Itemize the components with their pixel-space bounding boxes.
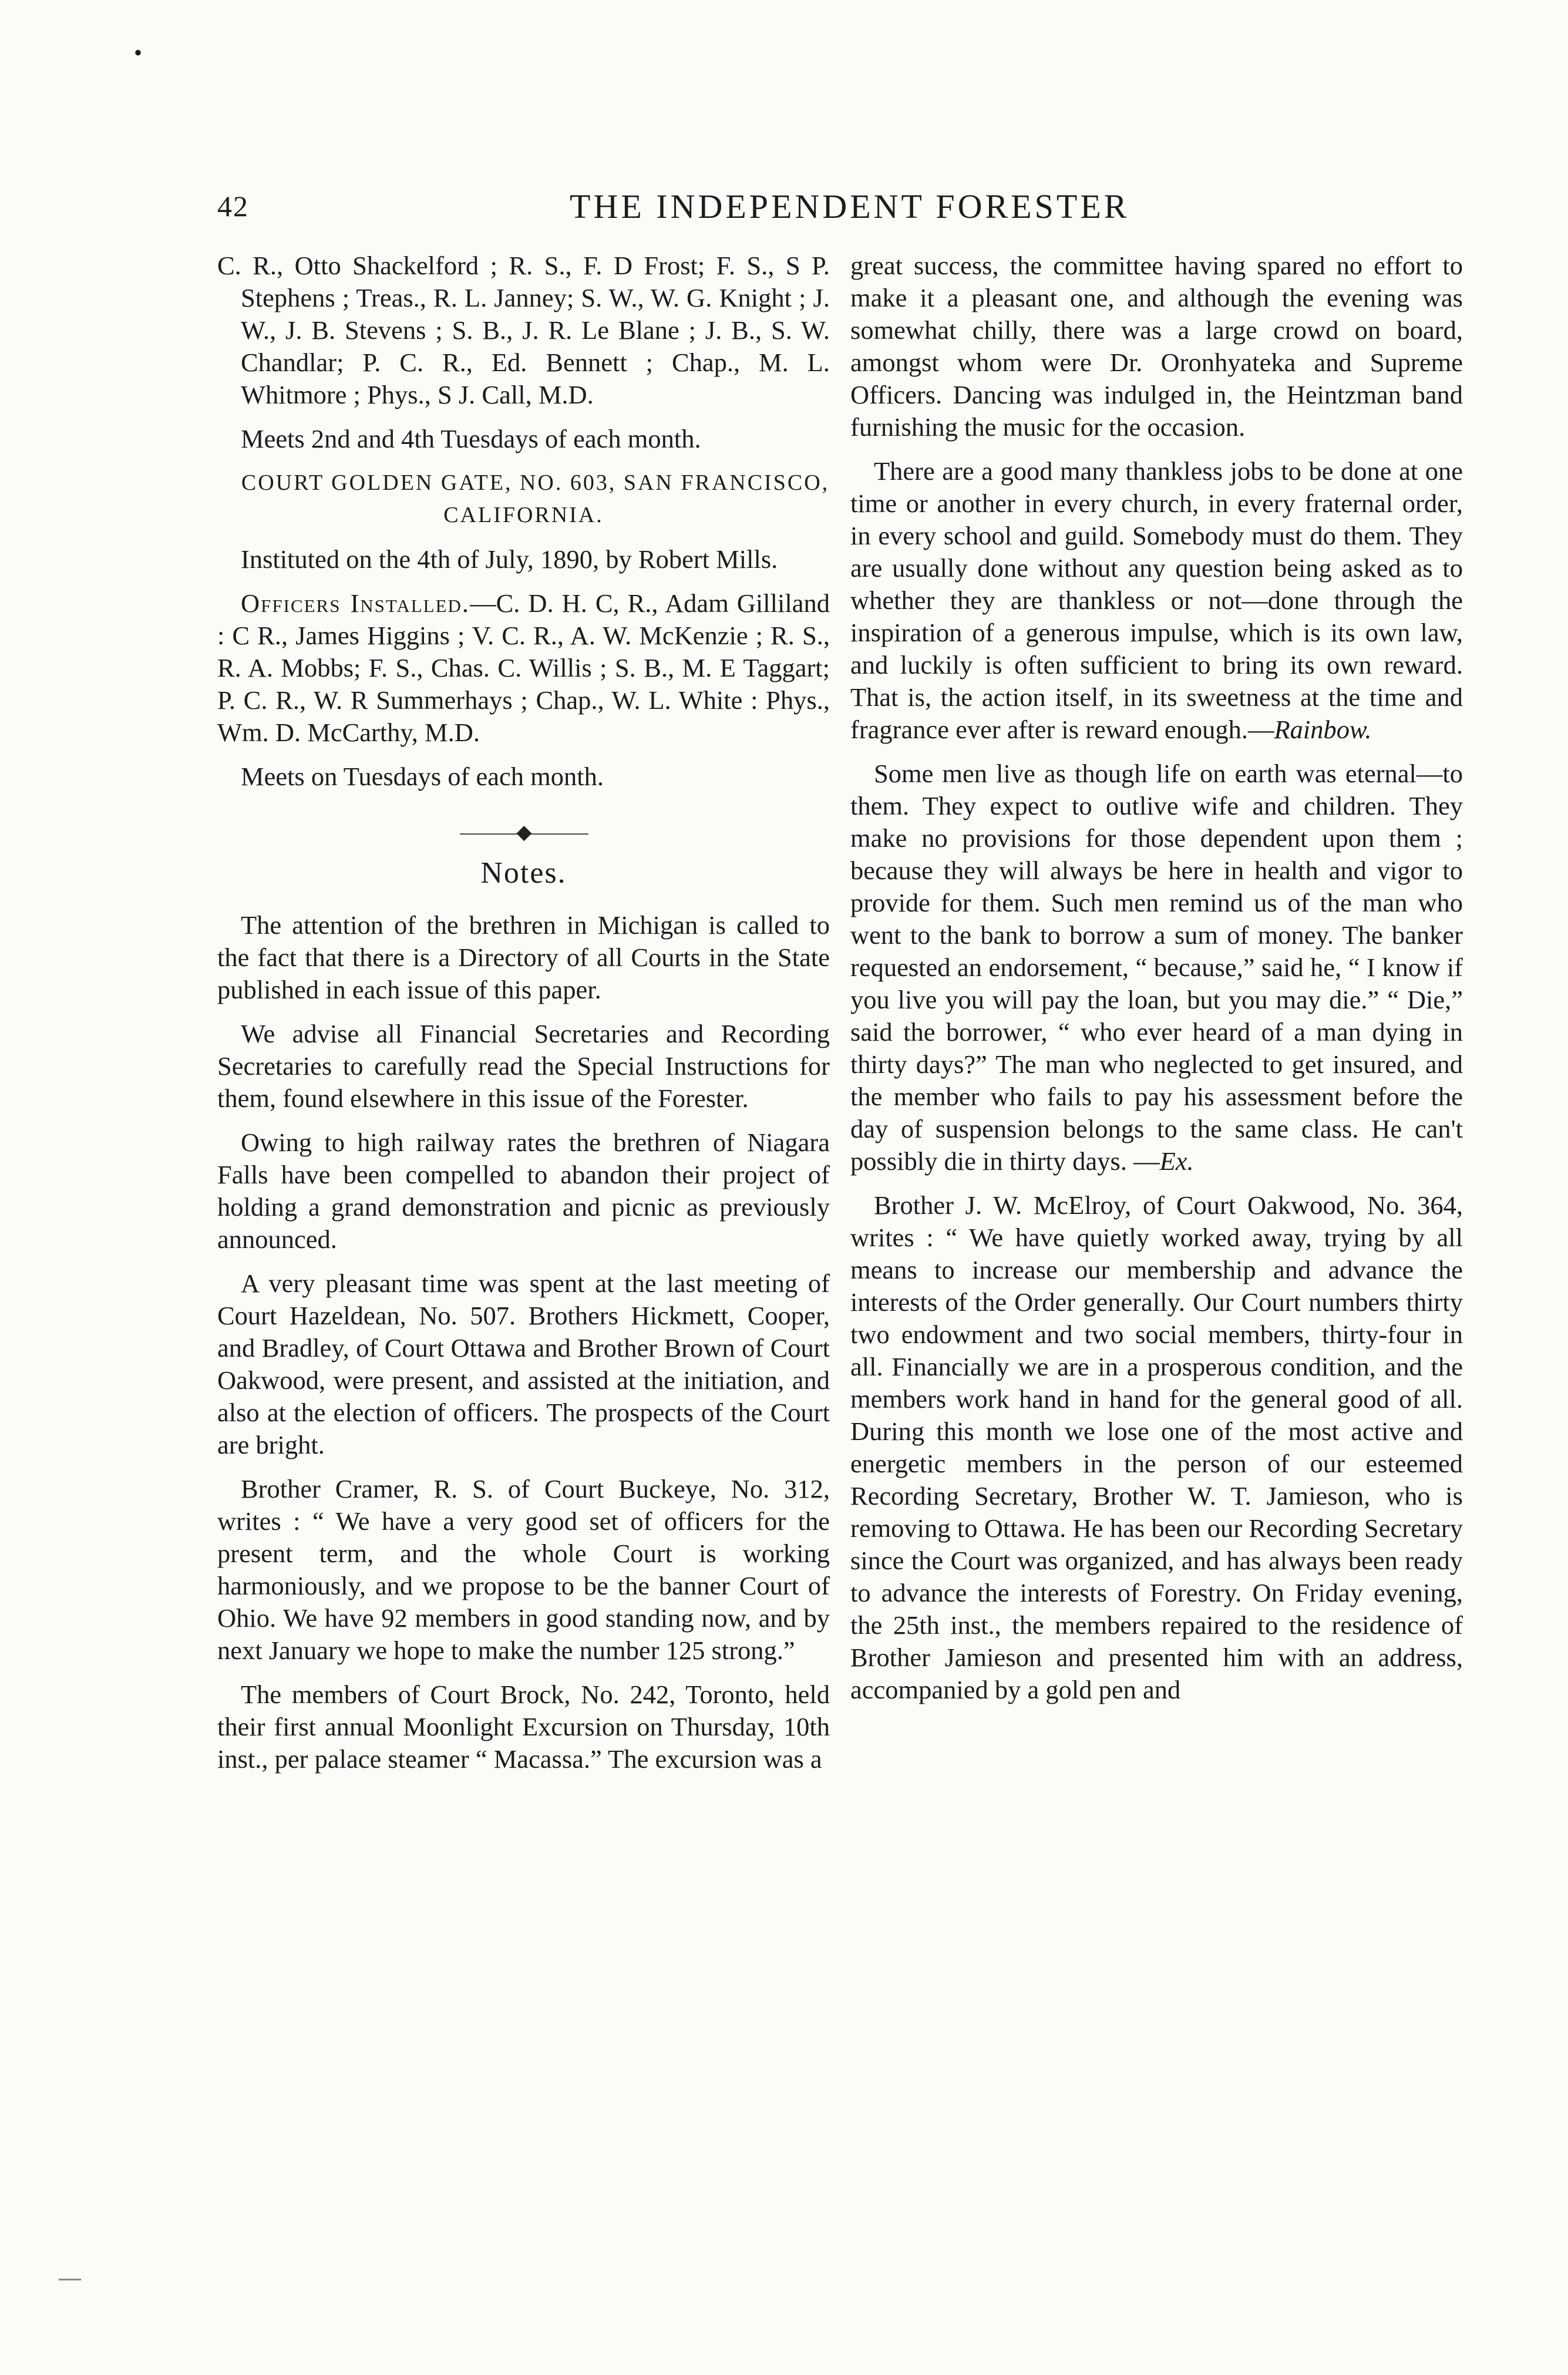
quoted-paragraph — [850, 455, 1463, 746]
notes-heading: Notes. — [480, 856, 567, 890]
court-heading: COURT GOLDEN GATE, NO. 603, SAN FRANCISCO, CALIFORNIA. — [241, 470, 830, 527]
quote-source: Rainbow. — [1274, 715, 1372, 744]
continued-paragraph: great success, the committee having spared no effort to make it a pleasant one, and although the evening was somewhat chilly, there was a large crowd on board, amongst whom were Dr. Oronhyateka and Supreme Officers. Dancing was indulged in, the Heintzman band furnishing the music for the occasion. — [850, 251, 1463, 442]
notes-paragraph: A very pleasant time was spent at the last meeting of Court Hazeldean, No. 507. Brothers Hickmett, Cooper, and Bradley, of Court Ottawa and Brother Brown of Court Oakwood, were present, and assisted at the initiation, and also at the election of officers. The prospects of the Court are bright. — [217, 1269, 830, 1459]
right-column — [850, 250, 1463, 1718]
meeting-schedule-1: Meets 2nd and 4th Tuesdays of each month. — [241, 424, 701, 453]
left-column — [217, 250, 830, 1787]
stray-dot: • — [134, 39, 143, 66]
section-divider: ———◆——— — [460, 822, 587, 843]
notes-paragraph: Brother J. W. McElroy, of Court Oakwood, No. 364, writes : “ We have quietly worked away, trying by all means to increase our membership and advance the interests of the Order generally. Our Court numbers thirty two endowment and two social members, thirty-four in all. Financially we are in a prosperous condition, and the members work hand in hand for the general good of all. During this month we lose one of the most active and energetic members in the person of our esteemed Recording Secretary, Brother W. T. Jamieson, who is removing to Ottawa. He has been our Recording Secretary since the Court was organized, and has always been ready to advance the interests of Forestry. On Friday evening, the 25th inst., the members repaired to the residence of Brother Jamieson and presented him with an address, accompanied by a gold pen and — [850, 1190, 1463, 1704]
instituted-note: Instituted on the 4th of July, 1890, by Robert Mills. — [241, 544, 778, 574]
officers-installed-label: Officers Installed. — [241, 588, 470, 618]
margin-mark — [59, 2279, 81, 2280]
notes-paragraph: Brother Cramer, R. S. of Court Buckeye, No. 312, writes : “ We have a very good set of officers for the present term, and the whole Court is working harmoniously, and we propose to be the banner Court of Ohio. We have 92 members in good standing now, and by next January we hope to make the number 125 strong.” — [217, 1474, 830, 1665]
notes-paragraph: We advise all Financial Secretaries and Recording Secretaries to carefully read the Special Instructions for them, found elsewhere in this issue of the Forester. — [217, 1019, 830, 1113]
meeting-schedule-2: Meets on Tuesdays of each month. — [241, 762, 604, 791]
quote-source: Ex. — [1159, 1146, 1194, 1176]
quoted-text: Some men live as though life on earth was eternal—to them. They expect to outlive wife and children. They make no provisions for those dependent upon them ; because they will always be here in health and vigor to provide for them. Such men remind us of the man who went to the bank to borrow a sum of money. The banker requested an endorsement, “ because,” said he, “ I know if you live you will pay the loan, but you may die.” “ Die,” said the borrower, “ who ever heard of a man dying in thirty days?” The man who neglected to get insured, and the member who fails to pay his assessment before the day of suspension belongs to the same class. He can't possibly die in thirty days. — — [850, 759, 1463, 1176]
notes-paragraph: The members of Court Brock, No. 242, Toronto, held their first annual Moonlight Excursion on Thursday, 10th inst., per palace steamer “ Macassa.” The excursion was a — [217, 1680, 830, 1774]
running-title: THE INDEPENDENT FORESTER — [570, 187, 1130, 226]
officers-list-1: C. R., Otto Shackelford ; R. S., F. D Frost; F. S., S P. Stephens ; Treas., R. L. Janney; S. W., W. G. Knight ; J. W., J. B. Stevens ; S. B., J. R. Le Blane ; J. B., S. W. Chandlar; P. C. R., Ed. Bennett ; Chap., M. L. Whitmore ; Phys., S J. Call, M.D. — [217, 251, 830, 409]
page-number: 42 — [217, 190, 249, 223]
notes-paragraph: The attention of the brethren in Michigan is called to the fact that there is a Directory of all Courts in the State published in each issue of this paper. — [217, 910, 830, 1004]
officers-installed-text: —C. D. H. C, R., Adam Gilliland : C R., James Higgins ; V. C. R., A. W. McKenzie ; R. S., R. A. Mobbs; F. S., Chas. C. Willis ; S. B., M. E Taggart; P. C. R., W. R Summerhays ; Chap., W. L. White : Phys., Wm. D. McCarthy, M.D. — [217, 588, 830, 747]
quoted-paragraph — [850, 758, 1463, 1178]
officers-list-2 — [217, 587, 830, 749]
quoted-text: There are a good many thankless jobs to be done at one time or another in every church, in every fraternal order, in every school and guild. Somebody must do them. They are usually done without any question being asked as to whether they are thankless or not—done through the inspiration of a generous impulse, which is its own law, and luckily is often sufficient to bring its own reward. That is, the action itself, in its sweetness at the time and fragrance ever after is reward enough.— — [850, 456, 1463, 744]
notes-paragraph: Owing to high railway rates the brethren of Niagara Falls have been compelled to abandon their project of holding a grand demonstration and picnic as previously announced. — [217, 1128, 830, 1254]
